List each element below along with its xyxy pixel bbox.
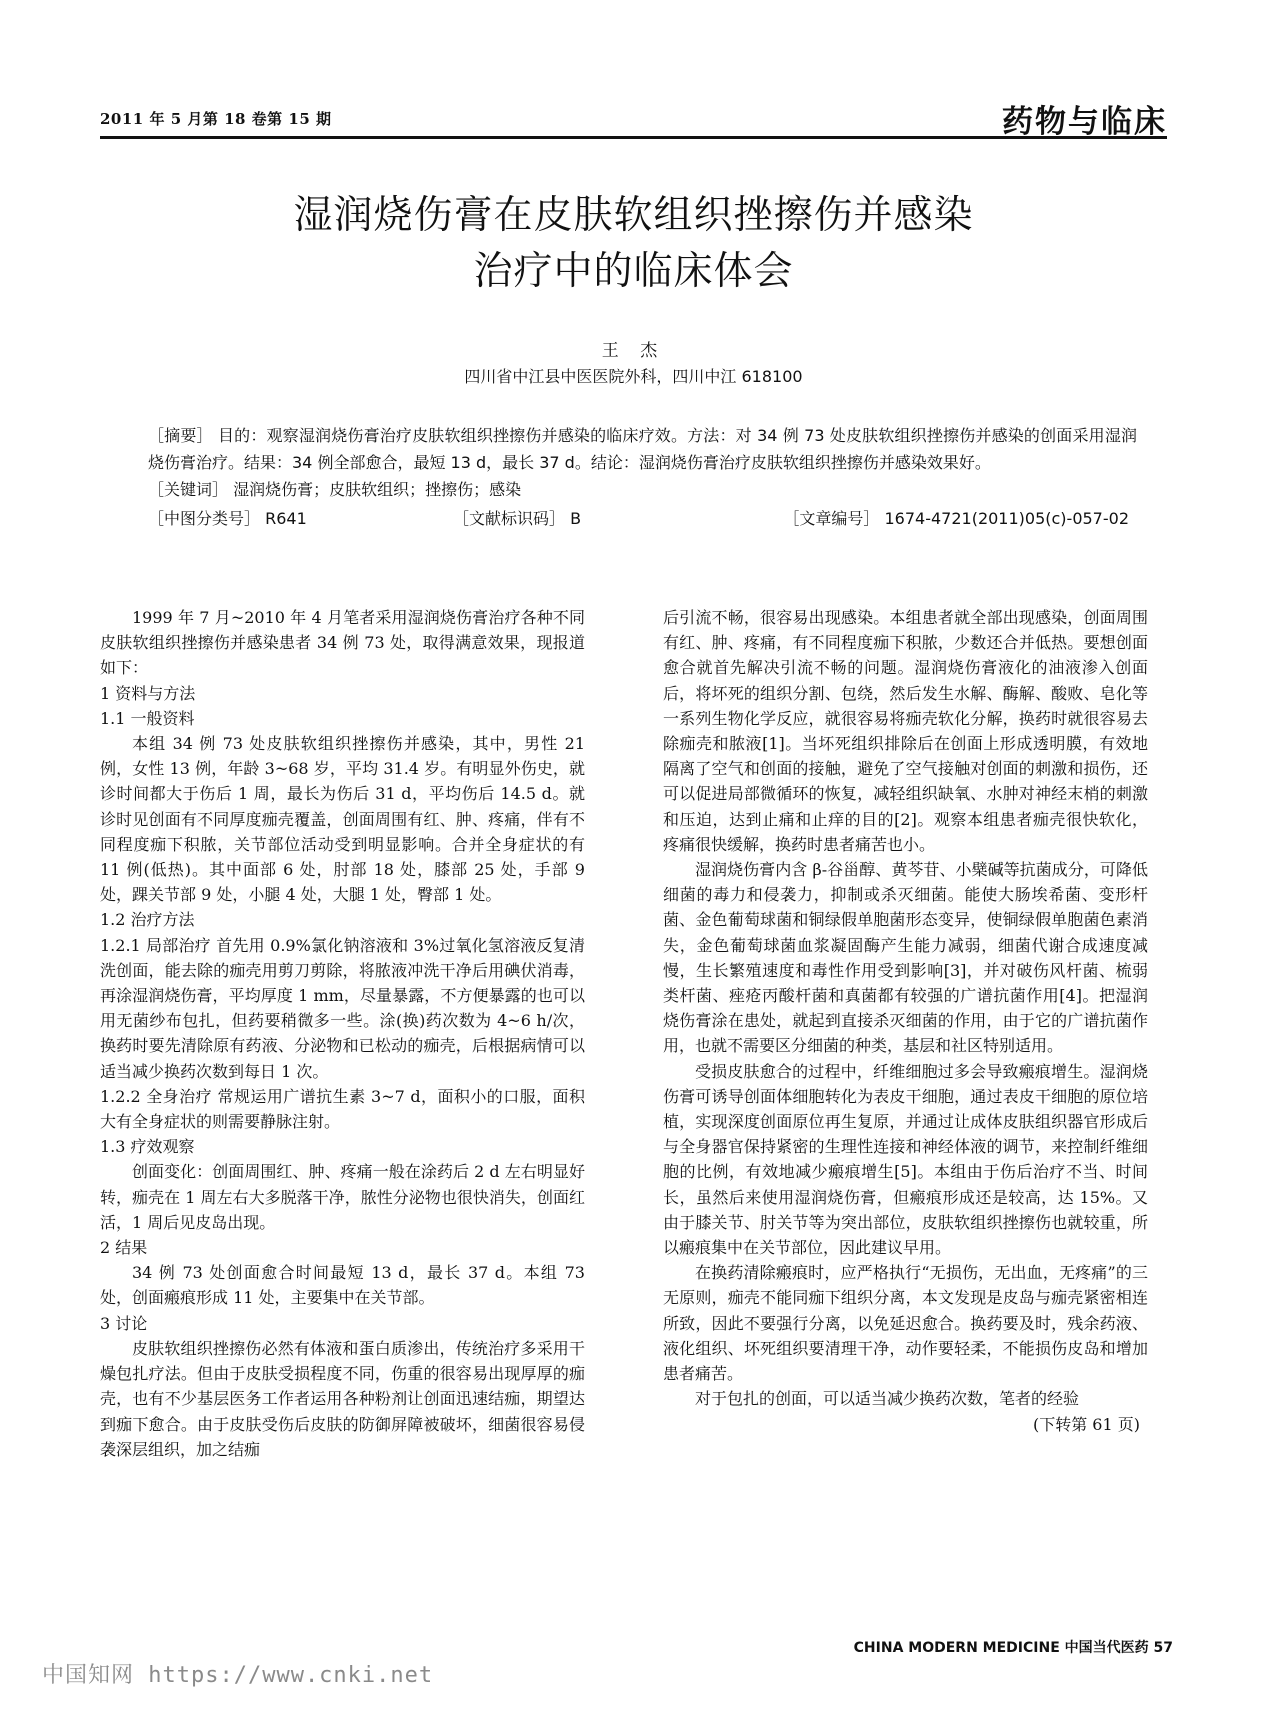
body-paragraph: 34 例 73 处创面愈合时间最短 13 d，最长 37 d。本组 73 处，创面瘢痕形成 11 处，主要集中在关节部。 [100, 1263, 585, 1308]
classification-row [148, 505, 1137, 532]
body-column-right [663, 605, 1148, 1437]
clc-number: ［中图分类号］ R641 [148, 509, 307, 528]
section-title: 药物与临床 [1002, 104, 1167, 140]
subsection-heading: 1.3 疗效观察 [100, 1137, 195, 1157]
section-heading: 3 讨论 [100, 1313, 148, 1333]
keywords: ［关键词］ 湿润烧伤膏；皮肤软组织；挫擦伤；感染 [148, 480, 522, 499]
title-line-2: 治疗中的临床体会 [473, 249, 794, 294]
body-paragraph: 受损皮肤愈合的过程中，纤维细胞过多会导致瘢痕增生。湿润烧伤膏可诱导创面体细胞转化为表皮干细胞，通过表皮干细胞的原位培植，实现深度创面原位再生复原，并通过让成体皮肤组织器官形成后与全身器官保持紧密的生理性连接和神经体液的调节，来控制纤维细胞的比例，有效地减少瘢痕增生[5]。本组由于伤后治疗不当、时间长，虽然后来使用湿润烧伤膏，但瘢痕形成还是较高，达 15%。又由于膝关节、肘关节等为突出部位，皮肤软组织挫擦伤也就较重，所以瘢痕集中在关节部位，因此建议早用。 [663, 1061, 1148, 1258]
cnki-watermark: 中国知网 https://www.cnki.net [42, 1663, 434, 1688]
author-affiliation: 四川省中江县中医医院外科，四川中江 618100 [464, 367, 803, 386]
header-divider [100, 136, 1167, 139]
body-paragraph: 湿润烧伤膏内含 β-谷甾醇、黄芩苷、小檗碱等抗菌成分，可降低细菌的毒力和侵袭力，抑制或杀灭细菌。能使大肠埃希菌、变形杆菌、金色葡萄球菌和铜绿假单胞菌形态变异，使铜绿假单胞菌色素消失，金色葡萄球菌血浆凝固酶产生能力减弱，细菌代谢合成速度减慢，生长繁殖速度和毒性作用受到影响[3]，并对破伤风杆菌、梳弱类杆菌、痤疮丙酸杆菌和真菌都有较强的广谱抗菌作用[4]。把湿润烧伤膏涂在患处，就起到直接杀灭细菌的作用，由于它的广谱抗菌作用，也就不需要区分细菌的种类，基层和社区特别适用。 [663, 860, 1148, 1056]
body-paragraph: 1.2.2 全身治疗 常规运用广谱抗生素 3~7 d，面积小的口服，面积大有全身症状的则需要静脉注射。 [100, 1086, 585, 1132]
abstract: ［摘要］ 目的：观察湿润烧伤膏治疗皮肤软组织挫擦伤并感染的临床疗效。方法：对 34 例 73 处皮肤软组织挫擦伤并感染的创面采用湿润烧伤膏治疗。结果：34 例全部愈合，最短 13 d，最长 37 d。结论：湿润烧伤膏治疗皮肤软组织挫擦伤并感染效果好。 [148, 426, 1137, 472]
issue-info: 2011 年 5 月第 18 卷第 15 期 [100, 110, 332, 128]
body-paragraph: 在换药清除瘢痕时，应严格执行“无损伤，无出血，无疼痛”的三无原则，痂壳不能同痂下组织分离，本文发现是皮岛与痂壳紧密相连所致，因此不要强行分离，以免延迟愈合。换药要及时，残余药液、液化组织、坏死组织要清理干净，动作要轻柔，不能损伤皮岛和增加患者痛苦。 [663, 1263, 1148, 1384]
body-paragraph: 对于包扎的创面，可以适当减少换药次数，笔者的经验 [695, 1389, 1080, 1409]
intro-paragraph: 1999 年 7 月~2010 年 4 月笔者采用湿润烧伤膏治疗各种不同皮肤软组织挫擦伤并感染患者 34 例 73 处，取得满意效果，现报道如下： [100, 608, 585, 678]
continuation-note: (下转第 61 页) [1032, 1414, 1140, 1434]
author-name: 王 杰 [601, 341, 666, 361]
journal-footer: CHINA MODERN MEDICINE 中国当代医药 57 [853, 1640, 1173, 1656]
section-heading: 2 结果 [100, 1238, 148, 1258]
subsection-heading: 1.1 一般资料 [100, 708, 195, 728]
body-paragraph: 1.2.1 局部治疗 首先用 0.9%氯化钠溶液和 3%过氧化氢溶液反复清洗创面，能去除的痂壳用剪刀剪除，将脓液冲洗干净后用碘伏消毒，再涂湿润烧伤膏，平均厚度 1 mm，尽量暴露，不方便暴露的也可以用无菌纱布包扎，但药要稍微多一些。涂(换)药次数为 4~6 h/次，换药时要先清除原有药液、分泌物和已松动的痂壳，后根据病情可以适当减少换药次数到每日 1 次。 [100, 935, 585, 1081]
article-number: ［文章编号］ 1674-4721(2011)05(c)-057-02 [783, 509, 1129, 528]
document-code: ［文献标识码］ B [453, 509, 582, 528]
body-paragraph: 后引流不畅，很容易出现感染。本组患者就全部出现感染，创面周围有红、肿、疼痛，有不同程度痂下积脓，少数还合并低热。要想创面愈合就首先解决引流不畅的问题。湿润烧伤膏液化的油液渗入创面后，将坏死的组织分割、包绕，然后发生水解、酶解、酸败、皂化等一系列生物化学反应，就很容易将痂壳软化分解，换药时就很容易去除痂壳和脓液[1]。当坏死组织排除后在创面上形成透明膜，有效地隔离了空气和创面的接触，避免了空气接触对创面的刺激和损伤，还可以促进局部微循环的恢复，减轻组织缺氧、水肿对神经末梢的刺激和压迫，达到止痛和止痒的目的[2]。观察本组患者痂壳很快软化，疼痛很快缓解，换药时患者痛苦也小。 [663, 608, 1148, 854]
subsection-heading: 1.2 治疗方法 [100, 910, 195, 930]
body-column-left [100, 605, 585, 1462]
body-paragraph: 皮肤软组织挫擦伤必然有体液和蛋白质渗出，传统治疗多采用干燥包扎疗法。但由于皮肤受损程度不同，伤重的很容易出现厚厚的痂壳，也有不少基层医务工作者运用各种粉剂让创面迅速结痂，期望达到痂下愈合。由于皮肤受伤后皮肤的防御屏障被破坏，细菌很容易侵袭深层组织，加之结痂 [100, 1338, 585, 1459]
section-heading: 1 资料与方法 [100, 683, 196, 703]
body-paragraph: 本组 34 例 73 处皮肤软组织挫擦伤并感染，其中，男性 21 例，女性 13 例，年龄 3~68 岁，平均 31.4 岁。有明显外伤史，就诊时间都大于伤后 1 周，最长为伤后 31 d，平均伤后 14.5 d。就诊时见创面有不同厚度痂壳覆盖，创面周围有红、肿、疼痛，伴有不同程度痂下积脓，关节部位活动受到明显影响。合并全身症状的有 11 例(低热)。其中面部 6 处，肘部 18 处，膝部 25 处，手部 9 处，踝关节部 9 处，小腿 4 处，大腿 1 处，臀部 1 处。 [100, 734, 585, 905]
title-line-1: 湿润烧伤膏在皮肤软组织挫擦伤并感染 [293, 193, 974, 238]
abstract-block [148, 422, 1137, 532]
body-paragraph: 创面变化：创面周围红、肿、疼痛一般在涂药后 2 d 左右明显好转，痂壳在 1 周左右大多脱落干净，脓性分泌物也很快消失，创面红活，1 周后见皮岛出现。 [100, 1162, 585, 1232]
article-title [100, 188, 1167, 300]
